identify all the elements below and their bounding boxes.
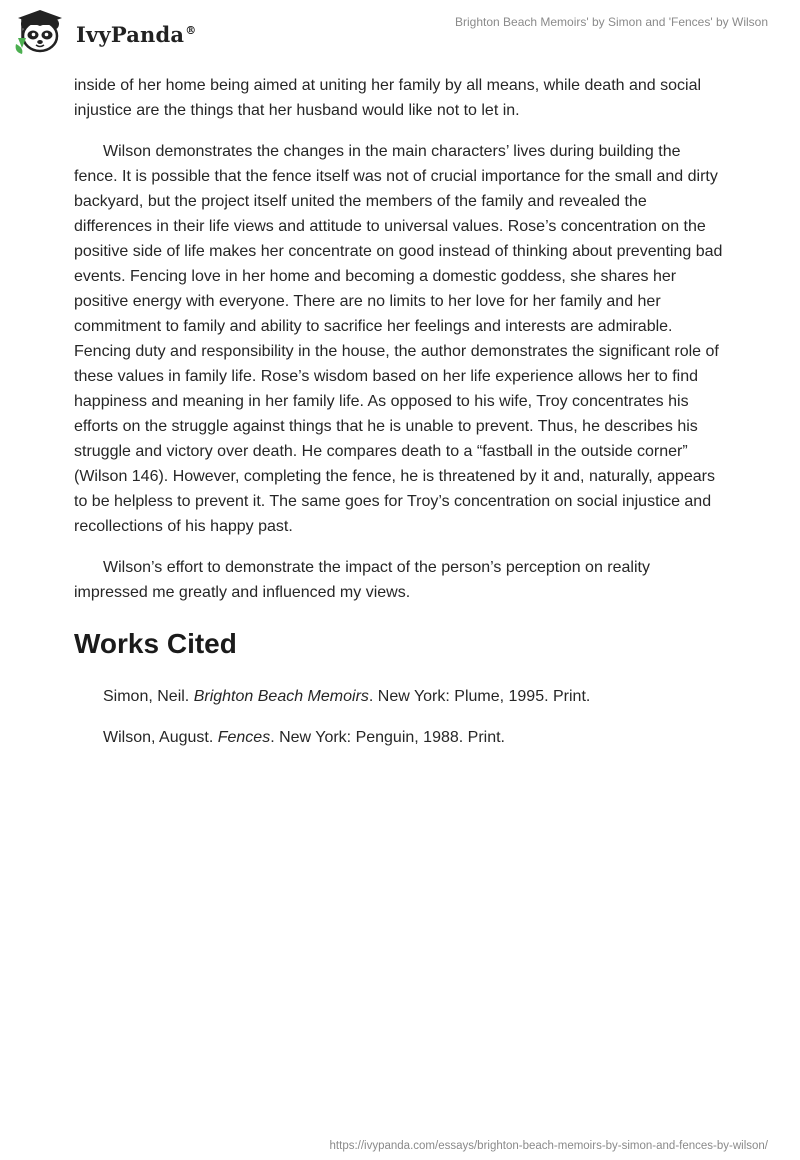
citation-entry bbox=[103, 684, 724, 709]
page-header bbox=[0, 0, 800, 64]
citation-title: Fences bbox=[217, 729, 271, 746]
source-url[interactable]: https://ivypanda.com/essays/brighton-beach-memoirs-by-simon-and-fences-by-wilson/ bbox=[329, 1140, 768, 1152]
works-cited-heading: Works Cited bbox=[74, 628, 237, 659]
citation-entry bbox=[103, 725, 724, 750]
paragraph: Wilson’s effort to demonstrate the impact of the person’s perception on reality impressed me greatly and influenced my views. bbox=[74, 559, 650, 601]
essay-body bbox=[74, 73, 724, 766]
running-title: Brighton Beach Memoirs' by Simon and 'Fences' by Wilson bbox=[454, 15, 768, 29]
citation-author: Simon, Neil. bbox=[103, 688, 194, 705]
paragraph-continued: inside of her home being aimed at uniting her family by all means, while death and social injustice are the things that her husband would like not to let in. bbox=[74, 77, 702, 119]
logo-wordmark: IvyPanda® bbox=[76, 21, 197, 47]
citation-title: Brighton Beach Memoirs bbox=[193, 688, 369, 705]
citation-publication: . New York: Plume, 1995. Print. bbox=[368, 688, 591, 705]
works-cited-list bbox=[74, 684, 724, 750]
paragraph: Wilson demonstrates the changes in the main characters’ lives during building the fence. It is possible that the fence itself was not of crucial importance for the small and dirty backyard, but the project itself united the members of the family and revealed the differences in their life views and attitude to universal values. Rose’s concentration on the positive side of life makes her concentrate on good instead of thinking about preventing bad events. Fencing love in her home and becoming a domestic goddess, she shares her positive energy with everyone. There are no limits to her love for her family and her commitment to family and ability to sacrifice her feelings and interests are admirable. Fencing duty and responsibility in the house, the author demonstrates the significant role of these values in family life. Rose’s wisdom based on her life experience allows her to find happiness and meaning in her family life. As opposed to his wife, Troy concentrates his efforts on the struggle against things that he is unable to prevent. Thus, he describes his struggle and victory over death. He compares death to a “fastball in the outside corner” (Wilson 146). However, completing the fence, he is threatened by it and, naturally, appears to be helpless to prevent it. The same goes for Troy’s concentration on social injustice and recollections of his happy past. bbox=[74, 143, 723, 535]
citation-publication: . New York: Penguin, 1988. Print. bbox=[270, 729, 505, 746]
panda-graduate-icon bbox=[14, 8, 72, 56]
ivypanda-logo[interactable] bbox=[14, 8, 196, 56]
citation-author: Wilson, August. bbox=[103, 729, 218, 746]
